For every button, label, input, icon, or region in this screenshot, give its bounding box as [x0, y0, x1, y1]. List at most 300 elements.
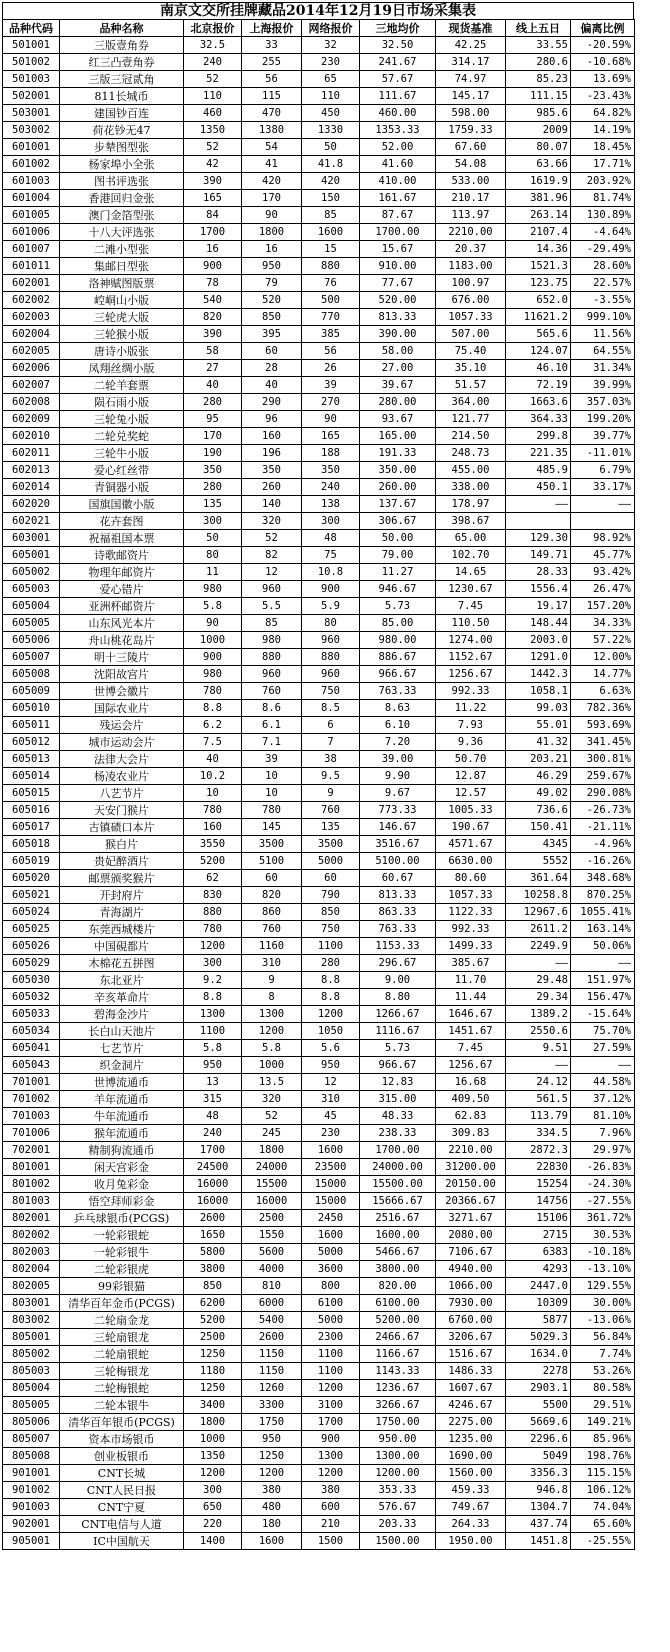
cell-five-day: 14756	[506, 1193, 571, 1210]
cell-spot-benchmark: 65.00	[436, 530, 506, 547]
cell-average-price: 15.67	[360, 241, 436, 258]
cell-beijing-price: 3800	[184, 1261, 242, 1278]
cell-beijing-price: 1250	[184, 1346, 242, 1363]
cell-shanghai-price: 1600	[242, 1533, 302, 1550]
cell-beijing-price: 900	[184, 649, 242, 666]
cell-beijing-price: 5800	[184, 1244, 242, 1261]
cell-online-price: 3600	[302, 1261, 360, 1278]
cell-beijing-price: 1000	[184, 1431, 242, 1448]
cell-code: 605033	[3, 1006, 60, 1023]
cell-average-price: 813.33	[360, 887, 436, 904]
cell-code: 602006	[3, 360, 60, 377]
cell-average-price: 6.10	[360, 717, 436, 734]
cell-deviation: 130.89%	[571, 207, 635, 224]
cell-shanghai-price: 290	[242, 394, 302, 411]
cell-online-price: 56	[302, 343, 360, 360]
cell-name: 三轮虎大版	[60, 309, 184, 326]
cell-code: 605003	[3, 581, 60, 598]
cell-name: 八艺节片	[60, 785, 184, 802]
cell-average-price: 2516.67	[360, 1210, 436, 1227]
cell-spot-benchmark: 62.83	[436, 1108, 506, 1125]
cell-deviation: 74.04%	[571, 1499, 635, 1516]
cell-deviation: 17.71%	[571, 156, 635, 173]
cell-deviation: -23.43%	[571, 88, 635, 105]
cell-online-price: 770	[302, 309, 360, 326]
cell-shanghai-price: 1150	[242, 1363, 302, 1380]
cell-online-price: 12	[302, 1074, 360, 1091]
cell-name: 二轮扇银蛇	[60, 1346, 184, 1363]
cell-online-price: 270	[302, 394, 360, 411]
cell-name: 青海湖片	[60, 904, 184, 921]
table-row	[3, 1193, 635, 1210]
table-row	[3, 343, 635, 360]
cell-code: 605021	[3, 887, 60, 904]
cell-average-price: 863.33	[360, 904, 436, 921]
cell-five-day: 113.79	[506, 1108, 571, 1125]
cell-beijing-price: 240	[184, 54, 242, 71]
cell-five-day: 1442.3	[506, 666, 571, 683]
cell-five-day: 2296.6	[506, 1431, 571, 1448]
cell-five-day: 5552	[506, 853, 571, 870]
cell-code: 902001	[3, 1516, 60, 1533]
cell-deviation: 29.97%	[571, 1142, 635, 1159]
cell-shanghai-price: 54	[242, 139, 302, 156]
cell-name: 创业板银币	[60, 1448, 184, 1465]
table-row	[3, 71, 635, 88]
table-row	[3, 989, 635, 1006]
cell-spot-benchmark: 54.08	[436, 156, 506, 173]
cell-five-day: 1058.1	[506, 683, 571, 700]
cell-code: 601007	[3, 241, 60, 258]
cell-deviation: -10.68%	[571, 54, 635, 71]
cell-online-price: 188	[302, 445, 360, 462]
cell-online-price: 48	[302, 530, 360, 547]
cell-shanghai-price: 90	[242, 207, 302, 224]
cell-spot-benchmark: 121.77	[436, 411, 506, 428]
cell-average-price: 27.00	[360, 360, 436, 377]
cell-five-day: 2872.3	[506, 1142, 571, 1159]
cell-deviation: 80.58%	[571, 1380, 635, 1397]
cell-online-price: 76	[302, 275, 360, 292]
cell-name: 牛年流通币	[60, 1108, 184, 1125]
cell-name: 三版三冠贰角	[60, 71, 184, 88]
market-sheet	[2, 2, 634, 1650]
cell-shanghai-price: 1160	[242, 938, 302, 955]
cell-average-price: 161.67	[360, 190, 436, 207]
cell-code: 605012	[3, 734, 60, 751]
cell-five-day: 4345	[506, 836, 571, 853]
cell-name: 猴年流通币	[60, 1125, 184, 1142]
cell-average-price: 966.67	[360, 666, 436, 683]
cell-spot-benchmark: 178.97	[436, 496, 506, 513]
cell-shanghai-price: 880	[242, 649, 302, 666]
cell-spot-benchmark: 2210.00	[436, 1142, 506, 1159]
cell-beijing-price: 315	[184, 1091, 242, 1108]
cell-online-price: 5.6	[302, 1040, 360, 1057]
cell-deviation: 361.72%	[571, 1210, 635, 1227]
cell-online-price: 15000	[302, 1193, 360, 1210]
cell-spot-benchmark: 20.37	[436, 241, 506, 258]
cell-code: 503002	[3, 122, 60, 139]
cell-online-price: 1600	[302, 1142, 360, 1159]
cell-average-price: 241.67	[360, 54, 436, 71]
cell-deviation: 28.60%	[571, 258, 635, 275]
cell-shanghai-price: 1380	[242, 122, 302, 139]
cell-name: 国际农业片	[60, 700, 184, 717]
cell-code: 802004	[3, 1261, 60, 1278]
cell-deviation: 34.33%	[571, 615, 635, 632]
cell-beijing-price: 1000	[184, 632, 242, 649]
cell-code: 701002	[3, 1091, 60, 1108]
table-row	[3, 309, 635, 326]
cell-beijing-price: 1650	[184, 1227, 242, 1244]
cell-online-price: 1050	[302, 1023, 360, 1040]
cell-online-price: 880	[302, 649, 360, 666]
cell-five-day: 361.64	[506, 870, 571, 887]
cell-shanghai-price: 420	[242, 173, 302, 190]
cell-average-price: 1153.33	[360, 938, 436, 955]
table-row	[3, 870, 635, 887]
cell-beijing-price: 3550	[184, 836, 242, 853]
cell-shanghai-price: 5.8	[242, 1040, 302, 1057]
cell-five-day: 99.03	[506, 700, 571, 717]
cell-shanghai-price: 1200	[242, 1023, 302, 1040]
cell-shanghai-price: 16	[242, 241, 302, 258]
table-header	[3, 20, 635, 37]
cell-name: 花卉套图	[60, 513, 184, 530]
cell-average-price: 9.00	[360, 972, 436, 989]
cell-name: 收月兔彩金	[60, 1176, 184, 1193]
cell-deviation: 75.70%	[571, 1023, 635, 1040]
cell-average-price: 410.00	[360, 173, 436, 190]
cell-name: CNT长城	[60, 1465, 184, 1482]
cell-beijing-price: 40	[184, 377, 242, 394]
cell-name: 步辇图型张	[60, 139, 184, 156]
cell-spot-benchmark: 2080.00	[436, 1227, 506, 1244]
cell-name: 东莞西城楼片	[60, 921, 184, 938]
cell-name: 二轮扇金龙	[60, 1312, 184, 1329]
cell-beijing-price: 16000	[184, 1193, 242, 1210]
cell-five-day: 111.15	[506, 88, 571, 105]
cell-online-price: 165	[302, 428, 360, 445]
cell-average-price: 5.73	[360, 1040, 436, 1057]
cell-code: 605004	[3, 598, 60, 615]
cell-code: 701006	[3, 1125, 60, 1142]
cell-deviation	[571, 513, 635, 530]
cell-shanghai-price: 180	[242, 1516, 302, 1533]
cell-five-day: 5049	[506, 1448, 571, 1465]
cell-spot-benchmark: 364.00	[436, 394, 506, 411]
cell-code: 805007	[3, 1431, 60, 1448]
cell-average-price: 5100.00	[360, 853, 436, 870]
cell-five-day: 129.30	[506, 530, 571, 547]
cell-average-price: 39.67	[360, 377, 436, 394]
cell-online-price: 2300	[302, 1329, 360, 1346]
cell-five-day: 46.29	[506, 768, 571, 785]
cell-shanghai-price: 10	[242, 768, 302, 785]
cell-online-price: 1700	[302, 1414, 360, 1431]
table-row	[3, 377, 635, 394]
cell-five-day: 4293	[506, 1261, 571, 1278]
cell-shanghai-price: 2600	[242, 1329, 302, 1346]
cell-five-day: 33.55	[506, 37, 571, 54]
cell-deviation: 6.63%	[571, 683, 635, 700]
table-row	[3, 496, 635, 513]
cell-five-day	[506, 513, 571, 530]
cell-average-price: 306.67	[360, 513, 436, 530]
cell-spot-benchmark: 11.22	[436, 700, 506, 717]
cell-code: 602001	[3, 275, 60, 292]
cell-name: 沈阳故宫片	[60, 666, 184, 683]
cell-beijing-price: 5.8	[184, 598, 242, 615]
cell-average-price: 60.67	[360, 870, 436, 887]
table-row	[3, 479, 635, 496]
cell-shanghai-price: 960	[242, 581, 302, 598]
cell-spot-benchmark: 1690.00	[436, 1448, 506, 1465]
cell-deviation: 85.96%	[571, 1431, 635, 1448]
cell-deviation: 39.99%	[571, 377, 635, 394]
cell-code: 602021	[3, 513, 60, 530]
cell-name: 唐诗小版张	[60, 343, 184, 360]
cell-name: 杨凌农业片	[60, 768, 184, 785]
cell-name: 二轮兑奖蛇	[60, 428, 184, 445]
cell-code: 605014	[3, 768, 60, 785]
table-row	[3, 1142, 635, 1159]
cell-name: 世博流通币	[60, 1074, 184, 1091]
cell-shanghai-price: 3300	[242, 1397, 302, 1414]
cell-code: 602011	[3, 445, 60, 462]
cell-shanghai-price: 4000	[242, 1261, 302, 1278]
cell-average-price: 966.67	[360, 1057, 436, 1074]
cell-beijing-price: 84	[184, 207, 242, 224]
cell-deviation: 348.68%	[571, 870, 635, 887]
cell-name: 凤翔丝绸小版	[60, 360, 184, 377]
cell-shanghai-price: 760	[242, 683, 302, 700]
cell-code: 901003	[3, 1499, 60, 1516]
cell-code: 803002	[3, 1312, 60, 1329]
cell-online-price: 230	[302, 1125, 360, 1142]
cell-deviation: 12.00%	[571, 649, 635, 666]
cell-spot-benchmark: 459.33	[436, 1482, 506, 1499]
cell-code: 502001	[3, 88, 60, 105]
cell-average-price: 763.33	[360, 921, 436, 938]
cell-average-price: 8.80	[360, 989, 436, 1006]
cell-online-price: 10.8	[302, 564, 360, 581]
cell-name: 集邮日型张	[60, 258, 184, 275]
cell-spot-benchmark: 75.40	[436, 343, 506, 360]
cell-spot-benchmark: 4246.67	[436, 1397, 506, 1414]
cell-beijing-price: 24500	[184, 1159, 242, 1176]
cell-five-day: 15106	[506, 1210, 571, 1227]
cell-spot-benchmark: 7.93	[436, 717, 506, 734]
table-row	[3, 122, 635, 139]
cell-beijing-price: 650	[184, 1499, 242, 1516]
cell-shanghai-price: 5400	[242, 1312, 302, 1329]
cell-deviation: 81.10%	[571, 1108, 635, 1125]
cell-beijing-price: 350	[184, 462, 242, 479]
cell-deviation: 29.51%	[571, 1397, 635, 1414]
cell-beijing-price: 11	[184, 564, 242, 581]
cell-five-day: 148.44	[506, 615, 571, 632]
cell-average-price: 315.00	[360, 1091, 436, 1108]
cell-shanghai-price: 1250	[242, 1448, 302, 1465]
cell-spot-benchmark: 533.00	[436, 173, 506, 190]
cell-code: 805006	[3, 1414, 60, 1431]
cell-spot-benchmark: 7.45	[436, 598, 506, 615]
cell-online-price: 750	[302, 921, 360, 938]
cell-five-day: 1663.6	[506, 394, 571, 411]
cell-online-price: 900	[302, 1431, 360, 1448]
cell-deviation: 1055.41%	[571, 904, 635, 921]
cell-deviation: 26.47%	[571, 581, 635, 598]
cell-name: 诗歌邮资片	[60, 547, 184, 564]
cell-code: 605013	[3, 751, 60, 768]
cell-deviation: 7.96%	[571, 1125, 635, 1142]
cell-code: 702001	[3, 1142, 60, 1159]
cell-online-price: 15000	[302, 1176, 360, 1193]
cell-average-price: 260.00	[360, 479, 436, 496]
cell-beijing-price: 390	[184, 326, 242, 343]
table-row	[3, 938, 635, 955]
cell-shanghai-price: 380	[242, 1482, 302, 1499]
table-row	[3, 1363, 635, 1380]
cell-deviation: 290.08%	[571, 785, 635, 802]
table-row	[3, 785, 635, 802]
cell-shanghai-price: 41	[242, 156, 302, 173]
cell-spot-benchmark: 1066.00	[436, 1278, 506, 1295]
cell-beijing-price: 390	[184, 173, 242, 190]
cell-beijing-price: 880	[184, 904, 242, 921]
cell-name: 舟山桃花岛片	[60, 632, 184, 649]
cell-average-price: 1500.00	[360, 1533, 436, 1550]
table-row	[3, 1329, 635, 1346]
cell-average-price: 5.73	[360, 598, 436, 615]
cell-online-price: 450	[302, 105, 360, 122]
cell-name: 猴白片	[60, 836, 184, 853]
cell-code: 901001	[3, 1465, 60, 1482]
cell-shanghai-price: 320	[242, 1091, 302, 1108]
cell-beijing-price: 980	[184, 581, 242, 598]
cell-shanghai-price: 145	[242, 819, 302, 836]
cell-shanghai-price: 1200	[242, 1465, 302, 1482]
cell-average-price: 32.50	[360, 37, 436, 54]
cell-deviation: -11.01%	[571, 445, 635, 462]
cell-beijing-price: 1800	[184, 1414, 242, 1431]
header-five-day: 线上五日	[506, 20, 571, 37]
table-row	[3, 734, 635, 751]
cell-five-day: 299.8	[506, 428, 571, 445]
cell-name: 乒乓球银币(PCGS)	[60, 1210, 184, 1227]
cell-spot-benchmark: 992.33	[436, 921, 506, 938]
cell-code: 602007	[3, 377, 60, 394]
cell-name: 三轮兔小版	[60, 411, 184, 428]
cell-spot-benchmark: 31200.00	[436, 1159, 506, 1176]
cell-code: 601003	[3, 173, 60, 190]
table-row	[3, 156, 635, 173]
cell-beijing-price: 6200	[184, 1295, 242, 1312]
cell-name: 红三凸壹角券	[60, 54, 184, 71]
cell-beijing-price: 16000	[184, 1176, 242, 1193]
cell-code: 605034	[3, 1023, 60, 1040]
cell-shanghai-price: 860	[242, 904, 302, 921]
cell-code: 605009	[3, 683, 60, 700]
cell-shanghai-price: 3500	[242, 836, 302, 853]
cell-shanghai-price: 950	[242, 1431, 302, 1448]
cell-online-price: 38	[302, 751, 360, 768]
cell-online-price: 880	[302, 258, 360, 275]
cell-average-price: 87.67	[360, 207, 436, 224]
cell-name: CNT电信与人道	[60, 1516, 184, 1533]
cell-online-price: 380	[302, 1482, 360, 1499]
cell-five-day: 1304.7	[506, 1499, 571, 1516]
cell-shanghai-price: 255	[242, 54, 302, 71]
cell-code: 602013	[3, 462, 60, 479]
cell-beijing-price: 58	[184, 343, 242, 360]
cell-five-day: 5877	[506, 1312, 571, 1329]
cell-spot-benchmark: 210.17	[436, 190, 506, 207]
cell-deviation: 14.19%	[571, 122, 635, 139]
cell-shanghai-price: 16000	[242, 1193, 302, 1210]
cell-deviation: 7.74%	[571, 1346, 635, 1363]
cell-deviation: 93.42%	[571, 564, 635, 581]
table-row	[3, 1397, 635, 1414]
cell-code: 601004	[3, 190, 60, 207]
cell-online-price: 750	[302, 683, 360, 700]
table-row	[3, 173, 635, 190]
cell-five-day: 1634.0	[506, 1346, 571, 1363]
cell-five-day: 150.41	[506, 819, 571, 836]
table-row	[3, 139, 635, 156]
cell-shanghai-price: 8	[242, 989, 302, 1006]
cell-shanghai-price: 260	[242, 479, 302, 496]
cell-average-price: 1300.00	[360, 1448, 436, 1465]
cell-average-price: 1143.33	[360, 1363, 436, 1380]
cell-beijing-price: 1700	[184, 1142, 242, 1159]
cell-code: 605001	[3, 547, 60, 564]
cell-online-price: 3500	[302, 836, 360, 853]
cell-shanghai-price: 850	[242, 309, 302, 326]
cell-average-price: 5200.00	[360, 1312, 436, 1329]
cell-beijing-price: 1350	[184, 122, 242, 139]
cell-five-day: 6383	[506, 1244, 571, 1261]
cell-shanghai-price: 1550	[242, 1227, 302, 1244]
table-row	[3, 462, 635, 479]
cell-deviation: ——	[571, 955, 635, 972]
cell-average-price: 520.00	[360, 292, 436, 309]
cell-deviation: 81.74%	[571, 190, 635, 207]
cell-beijing-price: 780	[184, 683, 242, 700]
cell-deviation: 14.77%	[571, 666, 635, 683]
table-row	[3, 972, 635, 989]
cell-name: 东北亚片	[60, 972, 184, 989]
cell-shanghai-price: 33	[242, 37, 302, 54]
header-beijing-price: 北京报价	[184, 20, 242, 37]
cell-deviation: 30.53%	[571, 1227, 635, 1244]
cell-spot-benchmark: 1235.00	[436, 1431, 506, 1448]
cell-online-price: 90	[302, 411, 360, 428]
cell-code: 602020	[3, 496, 60, 513]
table-row	[3, 1057, 635, 1074]
cell-online-price: 150	[302, 190, 360, 207]
cell-shanghai-price: 140	[242, 496, 302, 513]
cell-shanghai-price: 820	[242, 887, 302, 904]
cell-average-price: 165.00	[360, 428, 436, 445]
cell-five-day: ——	[506, 1057, 571, 1074]
cell-shanghai-price: 1800	[242, 1142, 302, 1159]
cell-deviation: -25.55%	[571, 1533, 635, 1550]
cell-shanghai-price: 470	[242, 105, 302, 122]
cell-name: 99彩银猫	[60, 1278, 184, 1295]
